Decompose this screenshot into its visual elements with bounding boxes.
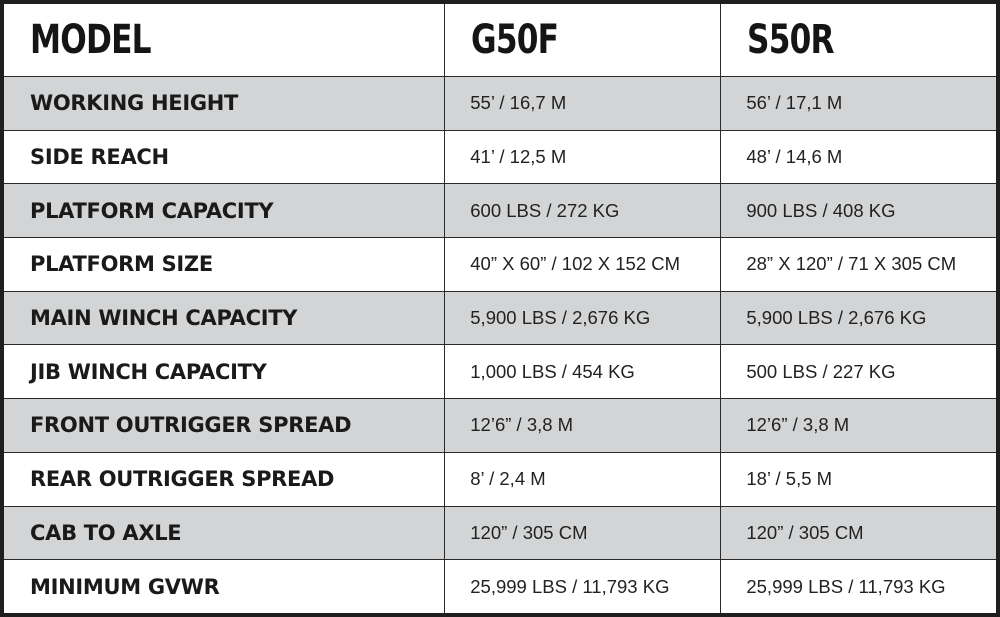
s50r-value: 18’ / 5,5 M [721,452,998,506]
header-g50f: G50F [445,2,721,77]
table-row [2,452,998,506]
table-body [2,77,998,616]
s50r-value: 12’6” / 3,8 M [721,399,998,453]
table-row [2,130,998,184]
table-row [2,560,998,615]
row-label: REAR OUTRIGGER SPREAD [2,452,445,506]
g50f-value: 8’ / 2,4 M [445,452,721,506]
s50r-value: 500 LBS / 227 KG [721,345,998,399]
header-s50r: S50R [721,2,998,77]
s50r-value: 25,999 LBS / 11,793 KG [721,560,998,615]
s50r-value: 28” X 120” / 71 X 305 CM [721,238,998,292]
g50f-value: 120” / 305 CM [445,506,721,560]
row-label: WORKING HEIGHT [2,77,445,131]
table-row [2,291,998,345]
row-label: CAB TO AXLE [2,506,445,560]
s50r-value: 56’ / 17,1 M [721,77,998,131]
g50f-value: 40” X 60” / 102 X 152 CM [445,238,721,292]
table-row [2,506,998,560]
g50f-value: 12’6” / 3,8 M [445,399,721,453]
g50f-value: 41’ / 12,5 M [445,130,721,184]
row-label: PLATFORM CAPACITY [2,184,445,238]
header-model: MODEL [2,2,445,77]
table-row [2,184,998,238]
g50f-value: 55’ / 16,7 M [445,77,721,131]
table-header [2,2,998,77]
table-row [2,399,998,453]
row-label: MINIMUM GVWR [2,560,445,615]
table-row [2,238,998,292]
g50f-value: 1,000 LBS / 454 KG [445,345,721,399]
header-row [2,2,998,77]
row-label: JIB WINCH CAPACITY [2,345,445,399]
row-label: FRONT OUTRIGGER SPREAD [2,399,445,453]
row-label: SIDE REACH [2,130,445,184]
table-row [2,77,998,131]
row-label: PLATFORM SIZE [2,238,445,292]
g50f-value: 5,900 LBS / 2,676 KG [445,291,721,345]
table-row [2,345,998,399]
s50r-value: 120” / 305 CM [721,506,998,560]
s50r-value: 48’ / 14,6 M [721,130,998,184]
s50r-value: 900 LBS / 408 KG [721,184,998,238]
g50f-value: 25,999 LBS / 11,793 KG [445,560,721,615]
s50r-value: 5,900 LBS / 2,676 KG [721,291,998,345]
row-label: MAIN WINCH CAPACITY [2,291,445,345]
g50f-value: 600 LBS / 272 KG [445,184,721,238]
